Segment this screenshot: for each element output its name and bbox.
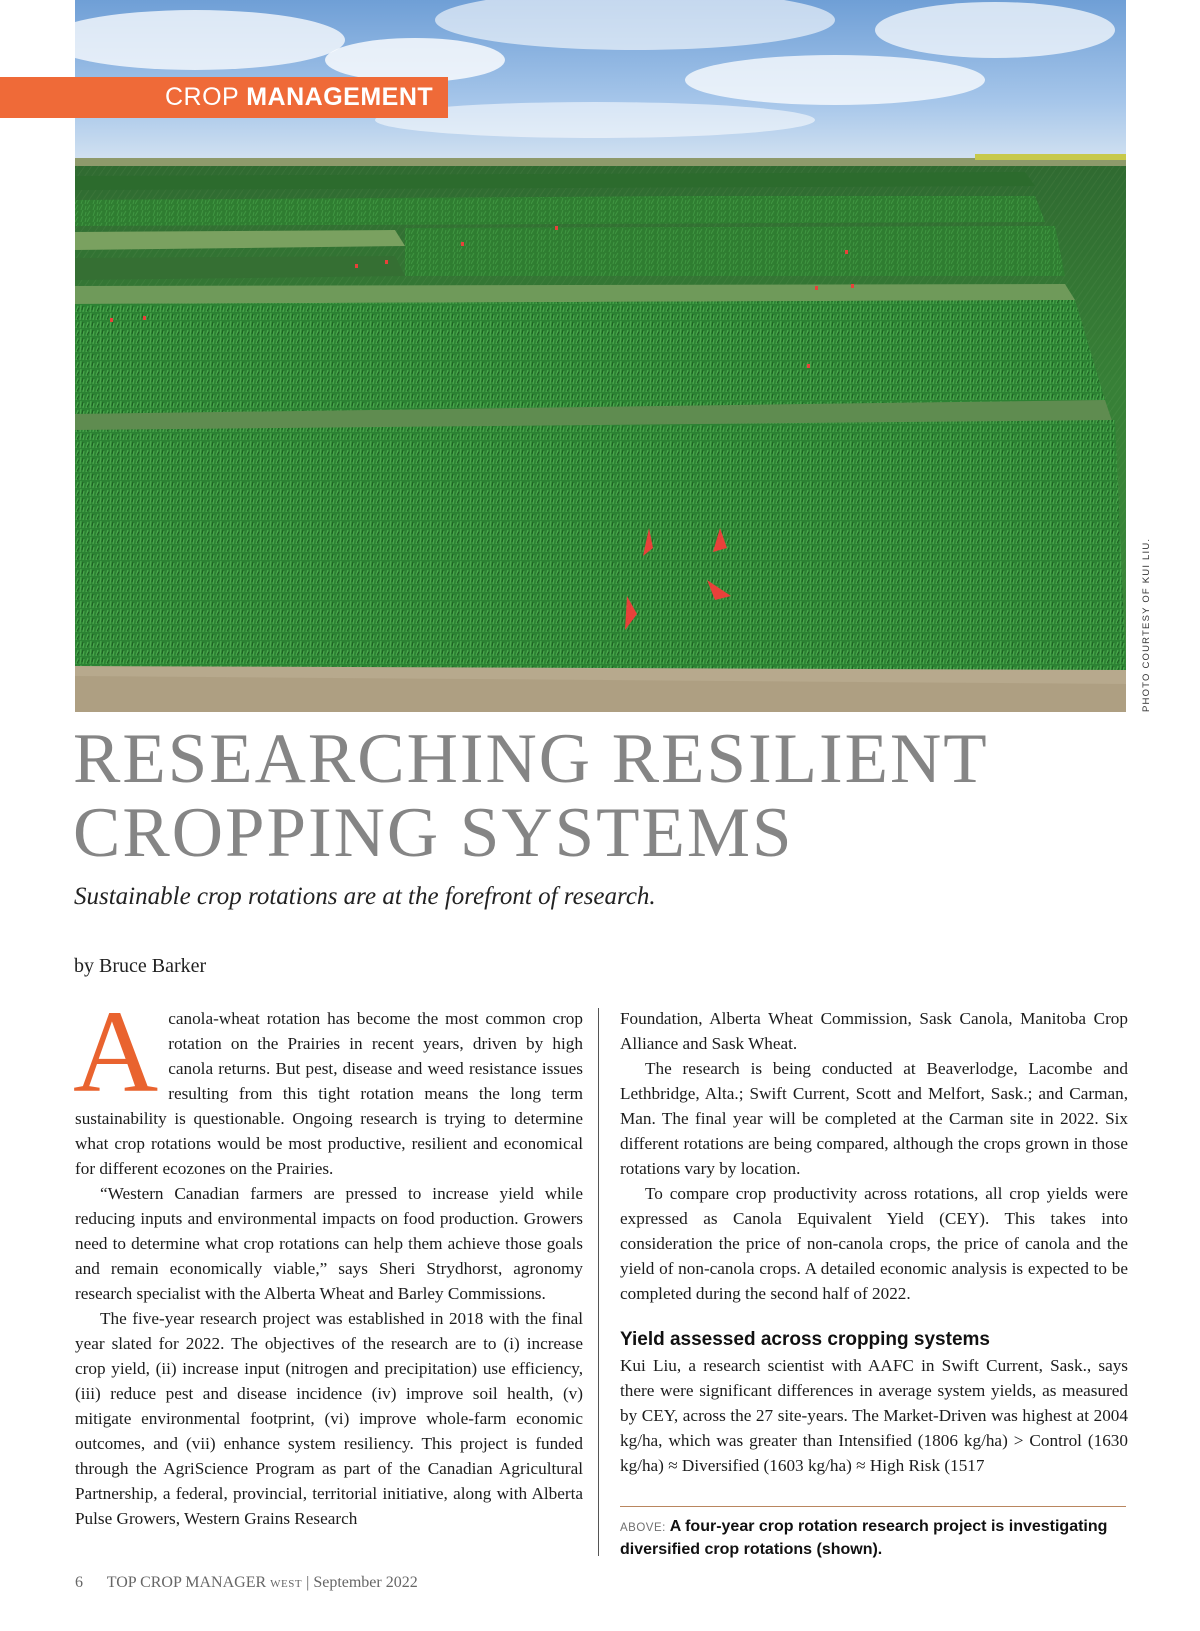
magazine-name: TOP CROP MANAGER <box>106 1574 267 1591</box>
deck: Sustainable crop rotations are at the forefront of research. <box>74 883 656 910</box>
caption-divider <box>620 1506 1126 1507</box>
article-paragraph: The research is being conducted at Beaverlodge, Lacombe and Lethbridge, Alta.; Swift Current, Scott and Melfort, Sask.; and Carman, Man. The final year will be completed at the Carman site in 2022. Six different rotations are being compared, although the crops grown in those rotations vary by location. <box>620 1059 1128 1178</box>
article-paragraph: Kui Liu, a research scientist with AAFC in Swift Current, Sask., says there were significant differences in average system yields, as measured by CEY, across the 27 site-years. The Market-Driven was highest at 2004 kg/ha, which was greater than Intensified (1806 kg/ha) > Control (1630 kg/ha) ≈ Diversified (1603 kg/ha) ≈ High Risk (1517 <box>620 1356 1128 1475</box>
photo-credit: PHOTO COURTESY OF KUI LIU. <box>1141 537 1152 712</box>
section-tag-light: CROP <box>165 83 239 111</box>
article-paragraph <box>73 986 583 1181</box>
caption-text: A four-year crop rotation research project is investigating diversified crop rotations (shown). <box>620 1518 1108 1558</box>
headline-line-1: RESEARCHING RESILIENT <box>73 720 989 798</box>
photo-caption <box>620 1516 1126 1560</box>
section-tag <box>0 77 448 118</box>
byline: by Bruce Barker <box>74 955 207 977</box>
caption-label: ABOVE: <box>620 1522 666 1534</box>
column-divider <box>598 1008 599 1556</box>
drop-cap: A <box>73 986 159 1117</box>
article-paragraph: “Western Canadian farmers are pressed to increase yield while reducing inputs and environmental impacts on food production. Growers need to determine what crop rotations can help them achieve those goals and remain economically viable,” says Sheri Strydhorst, agronomy research specialist with the Alberta Wheat and Barley Commissions. <box>75 1184 583 1303</box>
article-column-left <box>73 986 583 1531</box>
paragraph-text: canola-wheat rotation has become the most common crop rotation on the Prairies in recent years, driven by high canola returns. But pest, disease and weed resistance issues resulting from this tight rotation means the long term sustainability is questionable. Ongoing research is trying to determine what crop rotations would be most productive, resilient and economical for different ecozones on the Prairies. <box>75 1009 583 1178</box>
page-number: 6 <box>75 1574 83 1591</box>
article-paragraph: To compare crop productivity across rotations, all crop yields were expressed as Canola Equivalent Yield (CEY). This takes into consideration the price of non-canola crops, the price of canola and the yield of non-canola crops. A detailed economic analysis is expected to be completed during the second half of 2022. <box>620 1184 1128 1303</box>
headline-line-2: CROPPING SYSTEMS <box>73 794 794 872</box>
issue-date: September 2022 <box>313 1574 418 1591</box>
article-paragraph: The five-year research project was established in 2018 with the final year slated for 2022. The objectives of the research are to (i) increase crop yield, (ii) increase input (nitrogen and precipitation) use efficiency, (iii) reduce pest and disease incidence (iv) improve soil health, (v) mitigate environmental footprint, (vi) improve whole-farm economic outcomes, and (vii) enhance system resiliency. This project is funded through the AgriScience Program as part of the Canadian Agricultural Partnership, a federal, provincial, territorial initiative, along with Alberta Pulse Growers, Western Grains Research <box>75 1309 583 1528</box>
magazine-edition: WEST <box>270 1578 303 1590</box>
article-column-right <box>620 1006 1128 1478</box>
article-paragraph: Foundation, Alberta Wheat Commission, Sask Canola, Manitoba Crop Alliance and Sask Wheat. <box>620 1009 1128 1053</box>
footer-separator: | <box>306 1574 310 1591</box>
section-subhead: Yield assessed across cropping systems <box>620 1329 990 1350</box>
page-footer <box>75 1574 418 1592</box>
section-tag-bold: MANAGEMENT <box>246 83 434 111</box>
headline <box>73 722 1133 870</box>
